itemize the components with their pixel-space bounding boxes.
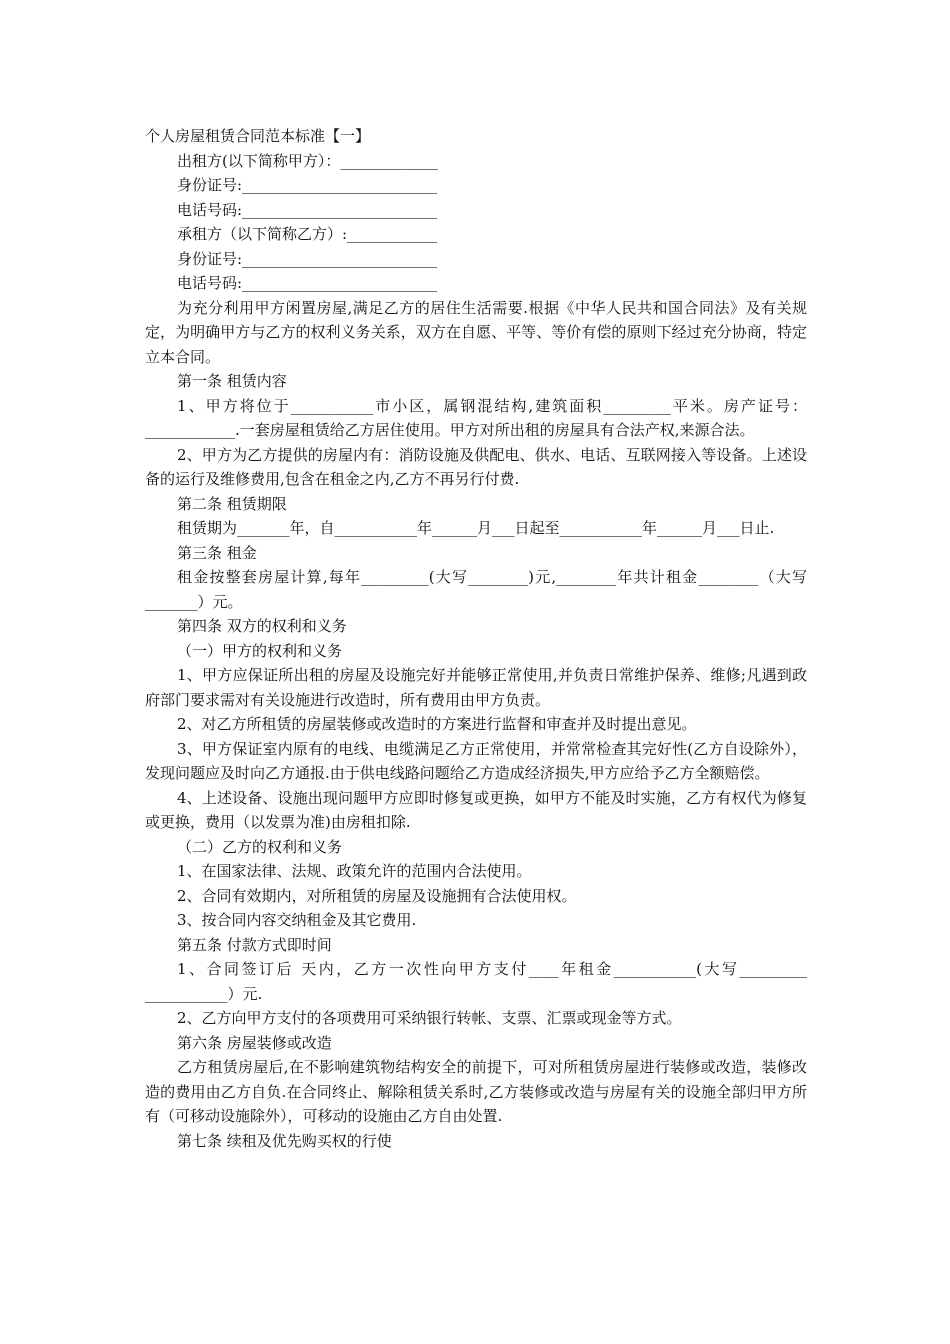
article-5-clause-2: 2、乙方向甲方支付的各项费用可采纳银行转帐、支票、汇票或现金等方式。	[177, 1009, 682, 1027]
article-1-clause-2: 2、甲方为乙方提供的房屋内有：消防设施及供配电、供水、电话、互联网接入等设备。上述设备的运行及维修费用,包含在租金之内,乙方不再另行付费.	[145, 445, 807, 488]
article-1-clause-1: 1、甲方将位于___________市小区，属钢混结构,建筑面积_________平米。房产证号：____________.一套房屋租赁给乙方居住使用。甲方对所出租的房屋具有合法产权,来源合法。	[145, 396, 807, 439]
article-1-heading: 第一条 租赁内容	[177, 372, 287, 390]
article-4-clause-4: 4、上述设备、设施出现问题甲方应即时修复或更换，如甲方不能及时实施，乙方有权代为修复或更换，费用（以发票为准)由房租扣除.	[145, 788, 807, 831]
document-body	[145, 124, 807, 1153]
article-5-heading: 第五条 付款方式即时间	[177, 935, 332, 954]
lessor-line: 出租方(以下简称甲方）：_____________	[177, 151, 438, 170]
lessee-phone-line: 电话号码:__________________________	[177, 274, 438, 292]
article-4-clause-3: 3、甲方保证室内原有的电线、电缆满足乙方正常使用，并常常检查其完好性(乙方自设除外），发现问题应及时向乙方通报.由于供电线路问题给乙方造成经济损失,甲方应给予乙方全额赔偿。	[145, 739, 807, 782]
article-4-heading: 第四条 双方的权利和义务	[177, 617, 347, 635]
article-3-heading: 第三条 租金	[177, 543, 257, 562]
document-title: 个人房屋租赁合同范本标准【一】	[145, 127, 371, 145]
article-4-subheading-2: （二）乙方的权利和义务	[177, 837, 343, 856]
article-4-clause-7: 3、按合同内容交纳租金及其它费用.	[177, 911, 417, 929]
article-6-heading: 第六条 房屋装修或改造	[177, 1033, 332, 1052]
preamble-paragraph: 为充分利用甲方闲置房屋,满足乙方的居住生活需要.根据《中华人民共和国合同法》及有关规定，为明确甲方与乙方的权利义务关系，双方在自愿、平等、等价有偿的原则下经过充分协商，特定立本合同。	[145, 298, 807, 366]
lessor-phone-line: 电话号码:__________________________	[177, 200, 438, 219]
article-4-clause-2: 2、对乙方所租赁的房屋装修或改造时的方案进行监督和审查并及时提出意见。	[177, 715, 697, 733]
article-5-clause-1: 1、合同签订后 天内，乙方一次性向甲方支付____年租金___________(大写_________ ___________）元.	[145, 960, 807, 1003]
article-2-heading: 第二条 租赁期限	[177, 494, 287, 513]
article-4-subheading-1: （一）甲方的权利和义务	[177, 641, 343, 660]
article-4-clause-6: 2、合同有效期内，对所租赁的房屋及设施拥有合法使用权。	[177, 886, 577, 905]
article-4-clause-5: 1、在国家法律、法规、政策允许的范围内合法使用。	[177, 862, 532, 880]
article-2-clause-1: 租赁期为_______年，自___________年______月___日起至___________年______月___日止.	[177, 519, 775, 537]
article-4-clause-1: 1、甲方应保证所出租的房屋及设施完好并能够正常使用,并负责日常维护保养、维修;凡遇到政府部门要求需对有关设施进行改造时，所有费用由甲方负责。	[145, 666, 807, 709]
lessee-line: 承租方（以下简称乙方）:____________	[177, 225, 438, 243]
article-6-clause-1: 乙方租赁房屋后,在不影响建筑物结构安全的前提下，可对所租赁房屋进行装修或改造，装修改造的费用由乙方自负.在合同终止、解除租赁关系时,乙方装修或改造与房屋有关的设施全部归甲方所有（可移动设施除外），可移动的设施由乙方自由处置.	[145, 1058, 807, 1125]
lessor-id-line: 身份证号:__________________________	[177, 176, 438, 194]
article-3-clause-1: 租金按整套房屋计算,每年_________(大写________)元,________年共计租金________（大写_______）元。	[145, 568, 807, 611]
article-7-heading: 第七条 续租及优先购买权的行使	[177, 1131, 392, 1150]
lessee-id-line: 身份证号:__________________________	[177, 249, 438, 268]
